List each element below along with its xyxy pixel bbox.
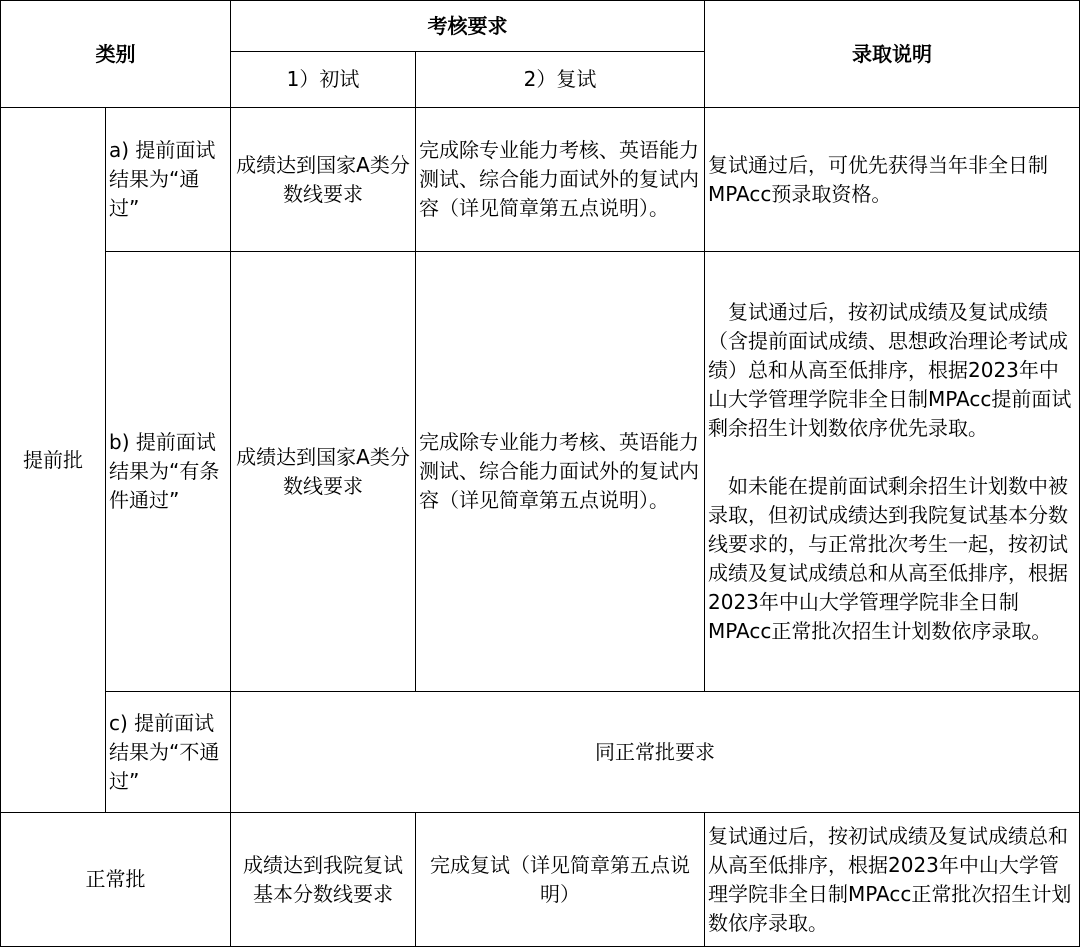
early-b-admission-paragraph-1: 复试通过后，按初试成绩及复试成绩（含提前面试成绩、思想政治理论考试成绩）总和从高至低排序，根据2023年中山大学管理学院非全日制MPAcc提前面试剩余招生计划数依序优先录取。	[708, 299, 1072, 440]
early-b-label: b) 提前面试结果为“有条件通过”	[106, 252, 231, 692]
normal-admission: 复试通过后，按初试成绩及复试成绩总和从高至低排序，根据2023年中山大学管理学院非全日制MPAcc正常批次招生计划数依序录取。	[705, 813, 1080, 947]
early-a-label: a) 提前面试结果为“通过”	[106, 108, 231, 252]
table-row-early-b	[1, 252, 1080, 692]
header-prelim: 1）初试	[231, 52, 416, 108]
early-batch-label: 提前批	[1, 108, 106, 813]
normal-prelim: 成绩达到我院复试基本分数线要求	[231, 813, 416, 947]
early-b-admission	[705, 252, 1080, 692]
early-b-prelim: 成绩达到国家A类分数线要求	[231, 252, 416, 692]
header-admission: 录取说明	[705, 1, 1080, 108]
paragraph-spacer	[708, 443, 1076, 472]
early-b-retest: 完成除专业能力考核、英语能力测试、综合能力面试外的复试内容（详见简章第五点说明）。	[416, 252, 705, 692]
table-row-normal	[1, 813, 1080, 947]
header-category: 类别	[1, 1, 231, 108]
early-c-merged: 同正常批要求	[231, 692, 1080, 813]
table-row-early-a	[1, 108, 1080, 252]
header-assessment: 考核要求	[231, 1, 705, 52]
early-c-label: c) 提前面试结果为“不通过”	[106, 692, 231, 813]
early-a-retest: 完成除专业能力考核、英语能力测试、综合能力面试外的复试内容（详见简章第五点说明）。	[416, 108, 705, 252]
early-b-admission-paragraph-2: 如未能在提前面试剩余招生计划数中被录取，但初试成绩达到我院复试基本分数线要求的，与正常批次考生一起，按初试成绩及复试成绩总和从高至低排序，根据2023年中山大学管理学院非全日制MPAcc正常批次招生计划数依序录取。	[708, 473, 1068, 643]
early-a-admission: 复试通过后，可优先获得当年非全日制MPAcc预录取资格。	[705, 108, 1080, 252]
header-row-1	[1, 1, 1080, 52]
header-retest: 2）复试	[416, 52, 705, 108]
table-row-early-c	[1, 692, 1080, 813]
normal-batch-label: 正常批	[1, 813, 231, 947]
early-a-prelim: 成绩达到国家A类分数线要求	[231, 108, 416, 252]
normal-retest: 完成复试（详见简章第五点说明）	[416, 813, 705, 947]
